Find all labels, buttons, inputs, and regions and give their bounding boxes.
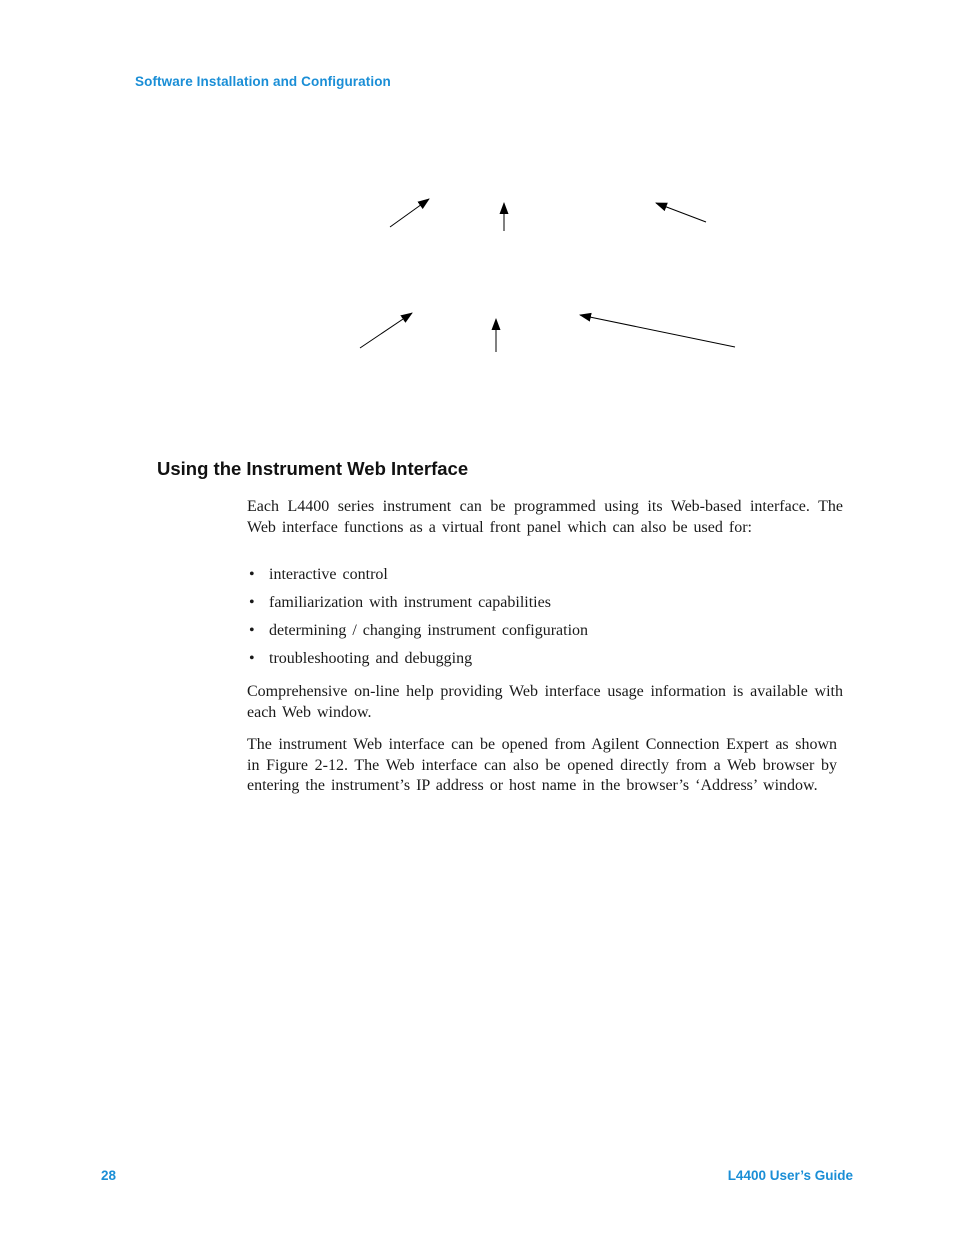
footer-guide-title: L4400 User’s Guide — [727, 1168, 853, 1183]
bullet-symbol: • — [249, 594, 255, 611]
bullet-symbol: • — [249, 650, 255, 667]
bullet-symbol: • — [249, 566, 255, 583]
uses-bullet-list — [247, 565, 843, 677]
bullet-item — [247, 621, 843, 649]
bullet-item — [247, 593, 843, 621]
intro-paragraph: Each L4400 series instrument can be programmed using its Web-based interface. The Web interface functions as a virtual front panel which can also be used for: — [247, 498, 843, 536]
callout-arrow-6 — [580, 315, 735, 347]
bullet-symbol: • — [249, 622, 255, 639]
figure-callout-arrows — [0, 0, 954, 430]
help-paragraph: Comprehensive on-line help providing Web interface usage information is available with each Web window. — [247, 683, 843, 721]
bullet-text: interactive control — [269, 566, 388, 583]
running-header-title: Software Installation and Configuration — [135, 74, 391, 89]
bullet-text: troubleshooting and debugging — [269, 650, 473, 667]
bullet-item — [247, 565, 843, 593]
bullet-text: determining / changing instrument configuration — [269, 622, 589, 639]
bullet-item — [247, 649, 843, 677]
section-heading: Using the Instrument Web Interface — [157, 458, 469, 479]
bullet-text: familiarization with instrument capabilities — [269, 594, 551, 611]
callout-arrow-4 — [360, 313, 412, 348]
callout-arrow-3 — [656, 203, 706, 222]
callout-arrow-1 — [390, 199, 429, 227]
page-number: 28 — [101, 1168, 117, 1183]
open-interface-paragraph: The instrument Web interface can be opened from Agilent Connection Expert as shown in Figure 2-12. The Web interface can also be opened directly from a Web browser by entering the instrument’s IP address or host name in the browser’s ‘Address’ window. — [247, 736, 837, 794]
